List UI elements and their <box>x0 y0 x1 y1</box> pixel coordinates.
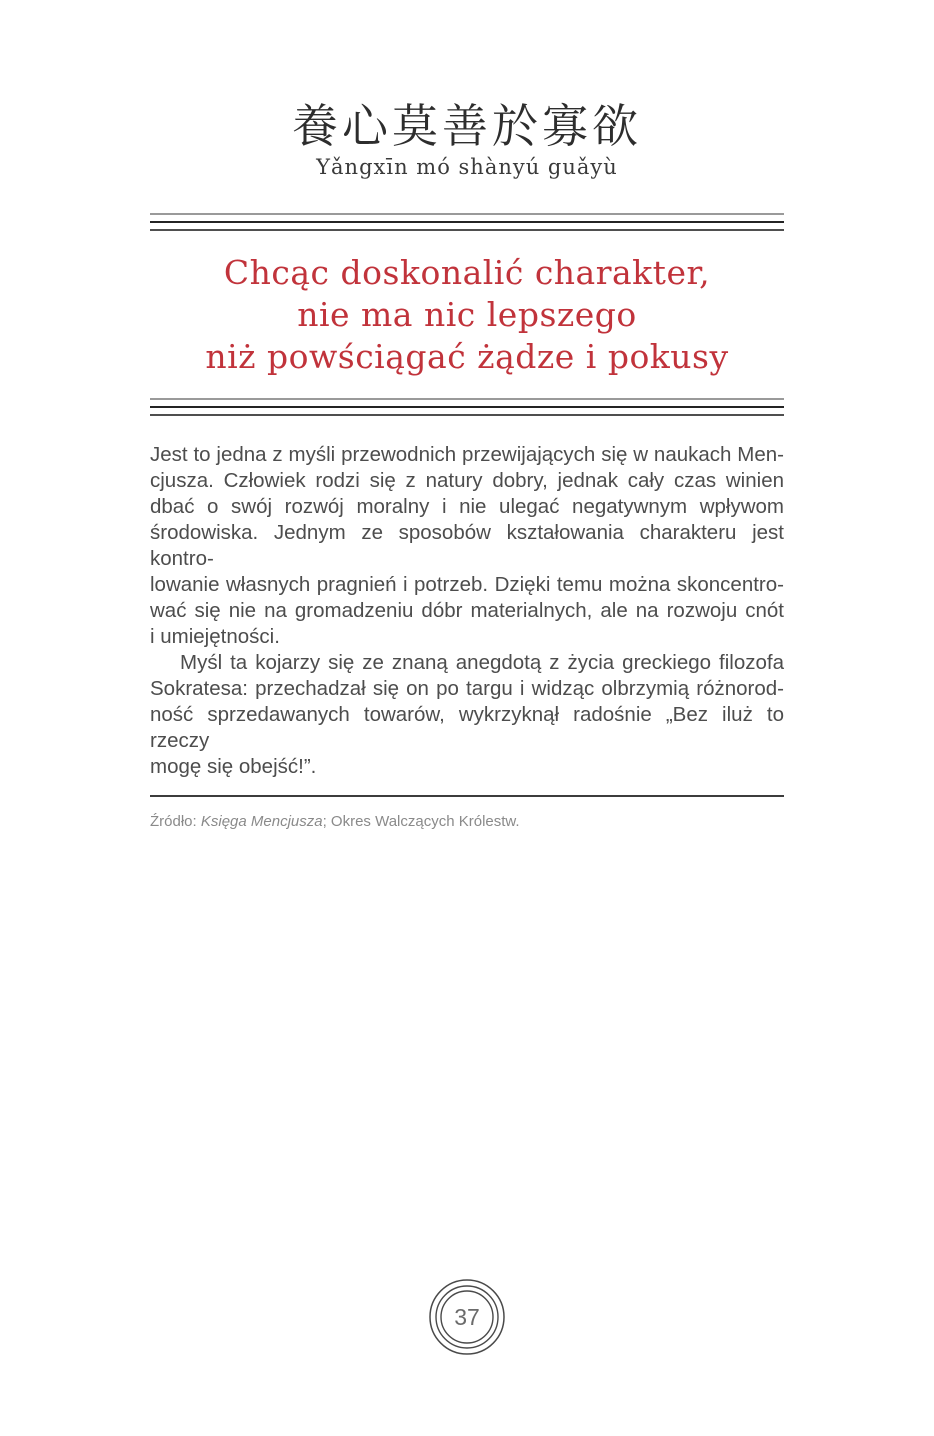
page-content <box>150 0 784 833</box>
text-line: wać się nie na gromadzeniu dóbr materialnych, ale na rozwoju cnót <box>150 599 784 622</box>
page-number: 37 <box>454 1303 480 1330</box>
text-line: Myśl ta kojarzy się ze znaną anegdotą z życia greckiego filozofa <box>180 651 784 674</box>
text-line: mogę się obejść!”. <box>150 755 317 778</box>
title-line: niż powściągać żądze i pokusy <box>205 337 729 376</box>
source-rest: ; Okres Walczących Królestw. <box>322 813 520 830</box>
rule-line <box>150 414 784 416</box>
pinyin-transliteration: Yǎngxīn mó shànyú guǎyù <box>316 155 618 179</box>
rule-line <box>150 221 784 223</box>
triple-rule-divider-bottom <box>150 398 784 416</box>
text-line: Jest to jedna z myśli przewodnich przewijających się w naukach Men- <box>150 443 784 466</box>
source-line <box>150 811 784 833</box>
chinese-proverb-title: 養心莫善於寡欲 <box>292 99 642 153</box>
translated-proverb-title <box>150 252 784 378</box>
rule-line <box>150 213 784 215</box>
rule-line <box>150 398 784 400</box>
body-text <box>150 442 784 780</box>
triple-rule-divider-top <box>150 213 784 231</box>
title-line: nie ma nic lepszego <box>297 295 637 334</box>
text-line: ność sprzedawanych towarów, wykrzyknął radośnie „Bez iluż to rzeczy <box>150 703 784 752</box>
rule-line <box>150 406 784 408</box>
text-line: cjusza. Człowiek rodzi się z natury dobry, jednak cały czas winien <box>150 469 784 492</box>
rule-line <box>150 229 784 231</box>
paragraph <box>150 442 784 650</box>
source-divider <box>150 795 784 797</box>
text-line: i umiejętności. <box>150 625 280 648</box>
page-number-badge <box>427 1277 507 1357</box>
source-label: Źródło: <box>150 813 201 830</box>
paragraph <box>150 650 784 780</box>
source-work-title: Księga Mencjusza <box>200 813 323 830</box>
text-line: Sokratesa: przechadzał się on po targu i widząc olbrzymią różnorod- <box>150 677 784 700</box>
title-line: Chcąc doskonalić charakter, <box>223 253 711 292</box>
text-line: środowiska. Jednym ze sposobów kształowania charakteru jest kontro- <box>150 521 784 570</box>
text-line: lowanie własnych pragnień i potrzeb. Dzięki temu można skoncentro- <box>150 573 784 596</box>
text-line: dbać o swój rozwój moralny i nie ulegać negatywnym wpływom <box>150 495 784 518</box>
